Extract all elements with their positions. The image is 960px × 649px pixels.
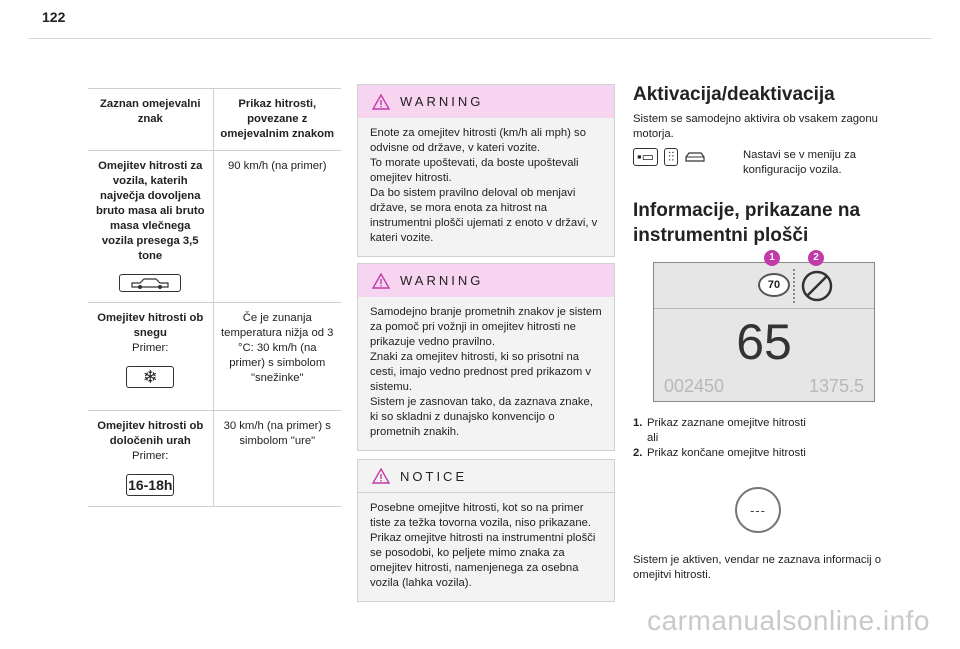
list-item [633,446,903,461]
warning-box [357,263,615,451]
section-heading-2 [633,198,903,248]
table-row [88,303,341,411]
row-example: Primer: [132,342,169,354]
list-continuation: ali [647,432,659,444]
settings-icons [633,148,743,166]
warning-icon [372,273,390,289]
table-header-row [88,89,341,151]
table-cell [88,151,213,303]
table-cell: 90 km/h (na primer) [213,151,341,303]
current-speed: 65 [736,314,792,370]
table-cell [88,303,213,411]
table-row [88,151,341,303]
odometer: 002450 [664,376,725,396]
speed-limit-sign: 70 [758,273,790,297]
settings-row [633,148,903,178]
divider [793,269,795,303]
page-number: 122 [42,9,66,25]
sign-table [88,88,341,507]
row-label: Omejitev hitrosti ob snegu [97,312,204,339]
trip-meter: 1375.5 [808,376,864,396]
notice-title: NOTICE [400,468,468,484]
table-cell: 30 km/h (na primer) s simbolom "ure" [213,411,341,507]
warning-header [358,264,614,297]
warning-header [358,85,614,118]
notice-paragraph: Posebne omejitve hitrosti, kot so na primer tiste za težka tovorna vozila, niso prikazane. [370,502,592,529]
footer-text: Sistem je aktiven, vendar ne zaznava informacij o omejitvi hitrosti. [633,554,882,581]
time-sign-icon: 16-18h [126,474,174,496]
top-rule [28,38,932,39]
snowflake-icon: ❄ [126,366,174,388]
warning-icon [372,94,390,110]
warning-body [358,297,614,450]
car-icon [684,150,706,164]
warning-paragraph: Znaki za omejitev hitrosti, ki so prisotni na cesti, imajo vedno prednost pred prikazom v sistemu. [370,351,592,393]
warning-paragraph: Sistem je zasnovan tako, da zaznava znake, ki so skladni z dunajsko konvencijo o prometnih znakih. [370,396,593,438]
notice-box [357,459,615,602]
warning-body [358,118,614,256]
callout-badge-2: 2 [808,250,824,266]
list-text: Prikaz končane omejitve hitrosti [647,447,806,459]
list-number: 2. [633,447,643,459]
table-row [88,411,341,507]
notice-header [358,460,614,493]
warning-paragraph: Enote za omejitev hitrosti (km/h ali mph) so odvisne od države, v kateri vozite. [370,127,586,154]
table-header-cell: Prikaz hitrosti, povezane z omejevalnim znakom [213,89,341,151]
warning-paragraph: Da bo sistem pravilno deloval ob menjavi države, se mora enota za hitrost na instrumentni plošči ujemati z enoto v državi, v kateri vozite. [370,187,598,244]
table-header-cell: Zaznan omejevalni znak [88,89,213,151]
notice-body [358,493,614,601]
end-limit-sign-icon [800,269,834,303]
warning-paragraph: Samodejno branje prometnih znakov je sistem za pomoč pri vožnji in omejitev hitrosti ne prikazuje vedno pravilno. [370,306,602,348]
numbered-list [633,416,903,461]
warning-paragraph: To morate upoštevati, da boste upoštevali omejitev hitrosti. [370,157,579,184]
row-label: Omejitev hitrosti ob določenih urah [97,420,204,447]
table-cell [88,411,213,507]
warning-box [357,84,615,257]
screen-menu-icon: ▪▭ [633,148,658,166]
right-column [633,84,903,583]
truck-icon [119,274,181,292]
row-example: Primer: [132,450,169,462]
section-heading: Aktivacija/deaktivacija [633,84,835,105]
list-text: Prikaz zaznane omejitve hitrosti [647,417,806,429]
heading-line: Informacije, prikazane na [633,200,861,221]
intro-text: Sistem se samodejno aktivira ob vsakem zagonu motorja. [633,113,878,140]
callout-badge-1: 1 [764,250,780,266]
table-cell: Če je zunanja temperatura nižja od 3 °C: 30 km/h (na primer) s simbolom "snežinke" [213,303,341,411]
notice-icon [372,468,390,484]
notice-paragraph: Prikaz omejitve hitrosti na instrumentni plošči se posodobi, ko peljete mimo znaka za omejitev hitrosti, namenjenega za osebna vozila (lahka vozila). [370,532,596,589]
settings-sliders-icon: ⫶⫶ [664,148,679,166]
warning-title: WARNING [400,273,484,288]
instrument-cluster [653,252,875,402]
list-number: 1. [633,417,643,429]
list-item [633,416,903,431]
heading-line: instrumentni plošči [633,225,809,246]
warning-title: WARNING [400,94,484,109]
settings-text: Nastavi se v meniju za konfiguracijo vozila. [743,149,857,176]
row-label: Omejitev hitrosti za vozila, katerih največja dovoljena bruto masa ali bruto masa vlečnega vozila presega 3,5 tone [95,160,205,262]
no-info-icon: --- [735,487,781,533]
watermark: carmanualsonline.info [647,605,930,636]
